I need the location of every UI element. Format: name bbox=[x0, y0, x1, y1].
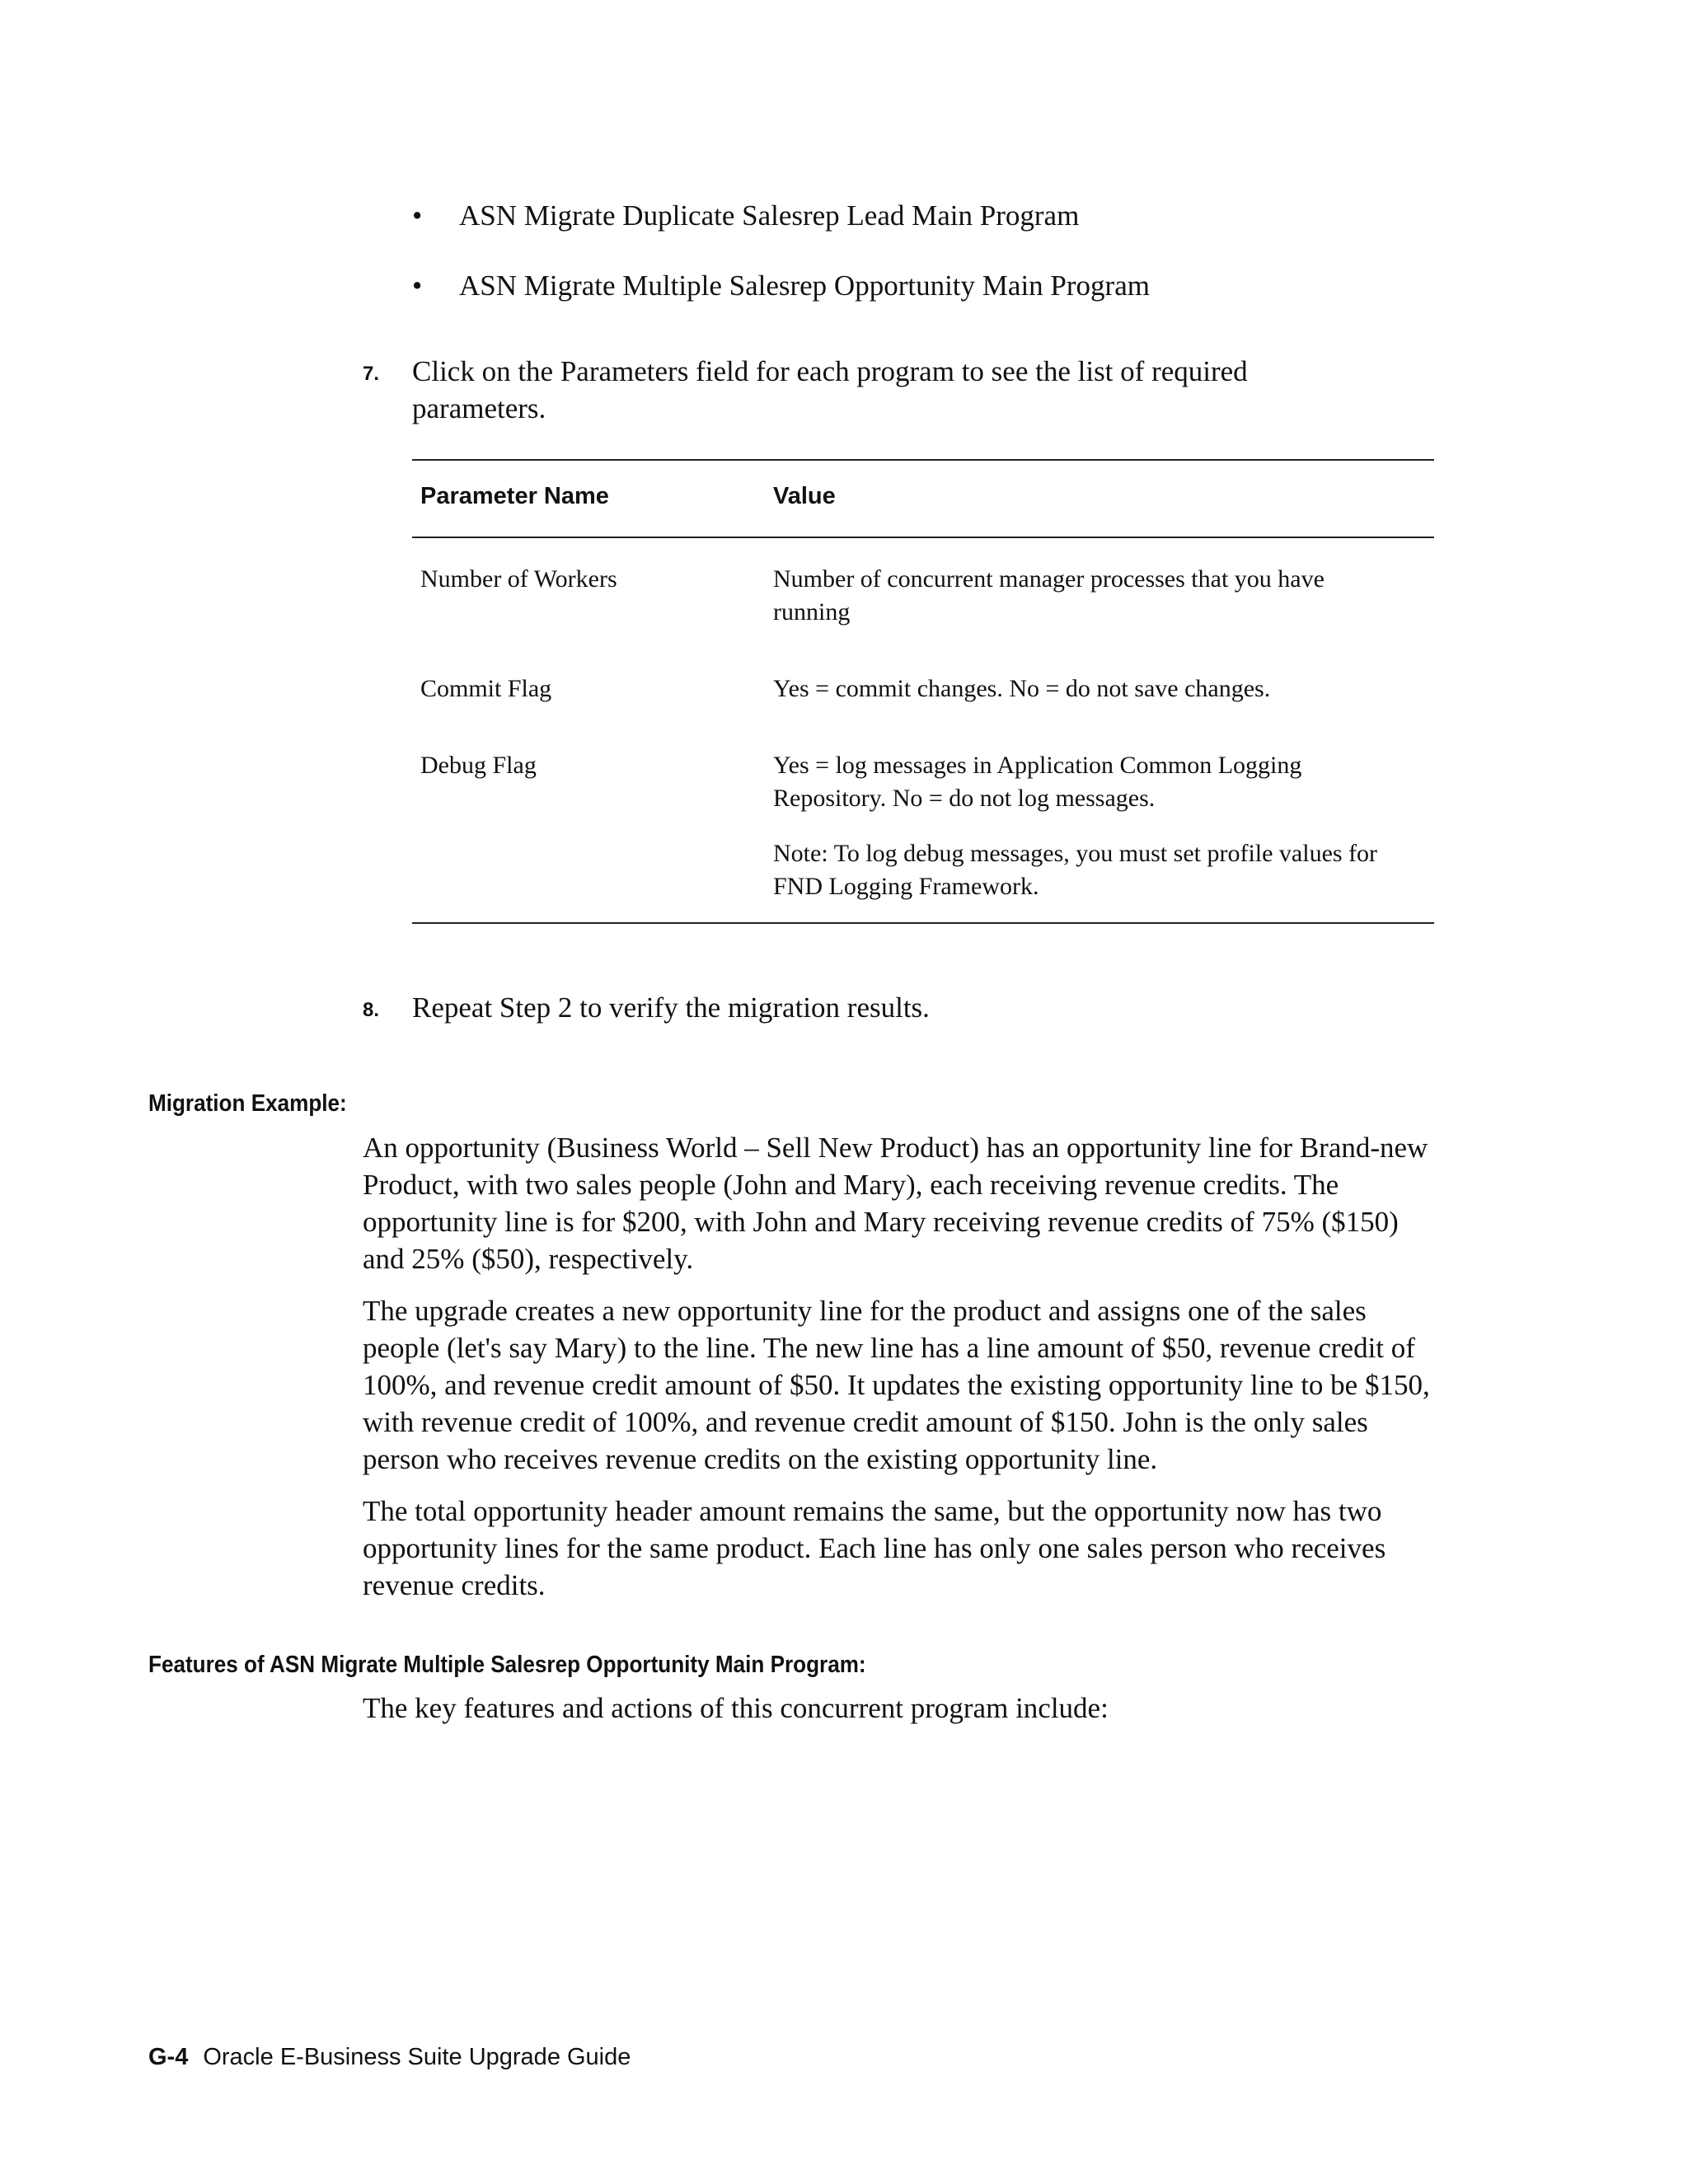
section-heading-features: Features of ASN Migrate Multiple Salesrep Opportunity Main Program: bbox=[148, 1652, 866, 1678]
table-cell-name: Debug Flag bbox=[420, 752, 537, 779]
paragraph: An opportunity (Business World – Sell New Product) has an opportunity line for Brand-new Product, with two sales people (John and Mary), each receiving revenue credits. The opportunity line is for $200, with John and Mary receiving revenue credits of 75% ($150) and 25% ($50), respectively. bbox=[363, 1132, 1428, 1275]
book-title: Oracle E-Business Suite Upgrade Guide bbox=[203, 2044, 631, 2070]
bullet-text: ASN Migrate Multiple Salesrep Opportunity Main Program bbox=[459, 269, 1150, 302]
table-header-value: Value bbox=[773, 483, 836, 509]
paragraph: The total opportunity header amount remains the same, but the opportunity now has two opportunity lines for the same product. Each line has only one sales person who receives revenue credits. bbox=[363, 1495, 1386, 1601]
page-footer bbox=[148, 2044, 631, 2071]
table-bottom-rule bbox=[412, 922, 1434, 924]
table-cell-value: Yes = commit changes. No = do not save changes. bbox=[773, 675, 1271, 702]
table-header-parameter-name: Parameter Name bbox=[420, 483, 609, 509]
table-cell-value: Number of concurrent manager processes that you have running bbox=[773, 565, 1325, 626]
table-top-rule bbox=[412, 459, 1434, 461]
step-number: 7. bbox=[363, 363, 380, 385]
bullet-text: ASN Migrate Duplicate Salesrep Lead Main Program bbox=[459, 199, 1080, 232]
section-heading-migration-example: Migration Example: bbox=[148, 1090, 347, 1117]
table-cell-name: Number of Workers bbox=[420, 565, 617, 593]
bullet-glyph: • bbox=[412, 199, 423, 232]
table-cell-note: Note: To log debug messages, you must set profile values for FND Logging Framework. bbox=[773, 840, 1378, 900]
page-number: G-4 bbox=[148, 2044, 189, 2070]
paragraph: The upgrade creates a new opportunity line for the product and assigns one of the sales people (let's say Mary) to the line. The new line has a line amount of $50, revenue credit of 100%, and revenue credit amount of $50. It updates the existing opportunity line to be $150, with revenue credit of 100%, and revenue credit amount of $150. John is the only sales person who receives revenue credits on the existing opportunity line. bbox=[363, 1295, 1430, 1475]
bullet-glyph: • bbox=[412, 269, 423, 302]
table-cell-name: Commit Flag bbox=[420, 675, 552, 702]
table-header-rule bbox=[412, 537, 1434, 538]
paragraph: The key features and actions of this concurrent program include: bbox=[363, 1692, 1109, 1724]
table-cell-value: Yes = log messages in Application Common Logging Repository. No = do not log messages. bbox=[773, 752, 1302, 812]
step-text: Click on the Parameters field for each program to see the list of required parameters. bbox=[412, 355, 1248, 424]
step-text: Repeat Step 2 to verify the migration results. bbox=[412, 991, 930, 1024]
step-number: 8. bbox=[363, 999, 380, 1021]
